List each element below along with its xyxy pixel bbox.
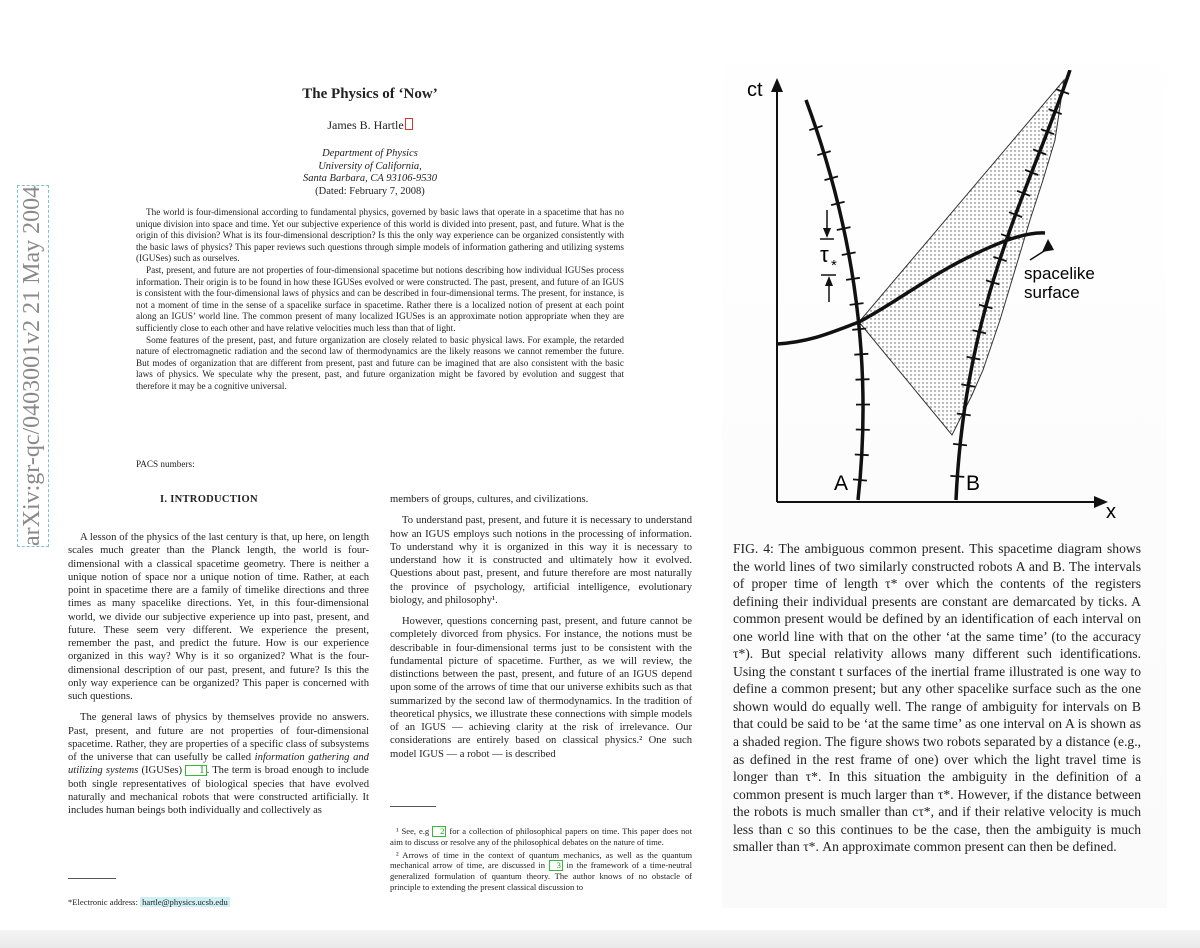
figure-caption: [733, 540, 1141, 856]
arxiv-identifier-stamp[interactable]: arXiv:gr-qc/0403001v2 21 May 2004: [17, 185, 49, 547]
footnote-label: *Electronic address:: [68, 897, 141, 907]
spacetime-diagram: [730, 70, 1140, 530]
proper-time-tick: [853, 479, 867, 480]
tau-symbol: τ: [820, 242, 829, 267]
body-text: The general laws of physics by themselves provide no answers. Past, present, and future are not properties of four-dimensional spacetime. Rather, they are properties of a specific class of subsystems of the universe that can usefully be called: [68, 712, 369, 763]
author-footnote-link-icon[interactable]: [405, 118, 413, 130]
section-heading-introduction: I. INTRODUCTION: [160, 494, 258, 505]
world-line-a-ticks: [809, 126, 870, 481]
body-paragraph: However, questions concerning past, present, and future cannot be completely divorced from physics. For instance, the notions must be describable in four-dimensional terms just to be consistent with the fundamental picture of spacetime. Further, as we will review, the distinctions between the past, present, and future of an IGUS depend upon some of the arrows of time that our universe exhibits such as that summarized by the second law of thermodynamics. In the tradition of theoretical physics, we illustrate these connections with simple models of an IGUS — achieving clarity at the risk of irrelevance. Our considerations are entirely based on classical physics.² One such model IGUS — a robot — is described: [390, 616, 692, 760]
spacelike-pointer-arrowhead-icon: [1042, 239, 1054, 252]
citation-link[interactable]: 3: [549, 860, 563, 871]
abstract-paragraph: The world is four-dimensional according to fundamental physics, governed by basic laws that operate in a spacetime that has no unique division into space and time. Yet our subjective experience of this world is divided into present, past, and future. What is the origin of this division? What is its four-dimensional description? Is this the only way experience can be organized consistently with the basic laws of physics? This paper reviews such questions through simple models of information gathering and utilizing systems (IGUSes) such as ourselves.: [136, 207, 624, 264]
viewer-bottom-edge: [0, 930, 1200, 948]
caption-text: FIG. 4: The ambiguous common present. This spacetime diagram shows the world lines of two similarly constructed robots A and B. The intervals of proper time of length τ* over which the contents of the registers defining their individual presents are constant are demarcated by ticks. A common present would be defined by an identification of each interval on one world line with that on the other ‘at the same time’ (to the accuracy τ*). But special relativity allows many different such identifications. Using the constant t surfaces of the inertial frame illustrated is one way to define a common present; but any other spacelike surface such as the one shown would do equally well. The range of ambiguity for intervals on B that could be said to be ‘at the same time’ as one interval on A is shown as a shaded region. The figure shows two robots separated by a distance (e.g., as defined in the rest frame of one) over which the light travel time is longer than τ*. In this situation the ambiguity in the definition of a common present is much larger than τ*. However, if the distance between the robots is much smaller than cτ*, and if their relative velocity is much less than c so this continues to be the case, then the ambiguity is much smaller than τ*. An approximate common present can then be defined.: [733, 541, 1141, 855]
proper-time-tick: [842, 252, 856, 255]
body-paragraph: A lesson of the physics of the last century is that, up here, on length scales much greater than the Planck length, the world is four-dimensional with a classical spacetime geometry. There is neither a unique notion of space nor a unique notion of time. Rather, at each point in spacetime there are a family of timelike directions and three times as many spacelike directions. Yet, in this four-dimensional world, we divide our subjective experience up into past, present, and future. These seem very different. We experience the present, remember the past, and predict the future. How is our experience organized in this way? Why is it so organized? What is the four-dimensional description of our past, present, and future? Is this the only way experience can be organized? This paper is concerned with such questions.: [68, 532, 369, 702]
paper-title: The Physics of ‘Now’: [302, 86, 438, 102]
footnote-email: [68, 897, 230, 907]
spacelike-label-line2: surface: [1024, 283, 1080, 302]
x-axis-label: x: [1106, 501, 1116, 523]
world-line-a-label: A: [834, 472, 849, 495]
tau-subscript: *: [831, 257, 837, 274]
proper-time-tick: [846, 278, 860, 280]
body-paragraph: [68, 711, 369, 817]
body-paragraph: members of groups, cultures, and civilizations.: [390, 494, 589, 505]
footnote-2: [390, 850, 692, 892]
footnote-text: in the framework of a time-neutral generalized formulation of quantum theory. The author knows of no obstacle of principle to extending the present classical discussion to: [390, 860, 692, 892]
affiliation-block: [220, 148, 520, 198]
proper-time-tick: [855, 455, 869, 456]
footnote-text: ² Arrows of time in the context of quantum mechanics, as well as the quantum mechanical arrow of time, are discussed in: [390, 850, 692, 871]
proper-time-tick: [950, 476, 964, 477]
abstract-paragraph: Past, present, and future are not properties of four-dimensional spacetime but notions describing how individual IGUSes process information. Their origin is to be found in how these IGUSes evolved or were constructed. The past, present, and future of an IGUS is consistent with the four-dimensional laws of physics and can be described in four-dimensional terms. The present, for instance, is not a moment of time in the sense of a spacelike surface in spacetime. Rather there is a localized notion of present at each point along an IGUS’ world line. The common present of many localized IGUSes is an approximate notion appropriate when they are sufficiently close to each other and have relative velocities much less than that of light.: [136, 264, 624, 333]
pacs-numbers: PACS numbers:: [136, 459, 195, 469]
body-column-left: [68, 531, 369, 817]
proper-time-tick: [856, 379, 870, 380]
citation-link[interactable]: 2: [432, 826, 446, 837]
affiliation-university: University of California,: [318, 160, 422, 172]
tau-arrowhead-down-icon: [823, 228, 831, 238]
footnote-divider: [68, 878, 116, 879]
affiliation-address: Santa Barbara, CA 93106-9530: [303, 173, 437, 184]
email-link[interactable]: hartle@physics.ucsb.edu: [142, 897, 228, 907]
footnote-1: [390, 826, 692, 847]
proper-time-tick: [953, 444, 967, 446]
abstract-paragraph: Some features of the present, past, and future organization are closely related to basic physical laws. For example, the retarded nature of electromagnetic radiation and the second law of thermodynamics are the likely reasons we cannot remember the future. But modes of organization that are different from present, past and future can be imagined that are also consistent with the basic laws of physics. We speculate why the present, past, and future organization might be favored by evolution and suggest that therefore it may be a cognitive universal.: [136, 334, 624, 391]
paper-date: (Dated: February 7, 2008): [315, 185, 425, 197]
paper-author: [220, 118, 520, 133]
citation-link[interactable]: 1: [185, 765, 206, 776]
abstract: [136, 207, 624, 393]
proper-time-tick: [852, 329, 866, 330]
proper-time-tick: [850, 303, 864, 305]
footnotes: [390, 826, 692, 895]
world-line-a: [806, 100, 863, 500]
author-name: James B. Hartle: [327, 118, 404, 132]
emphasis-text: information gathering and utilizing systems: [68, 752, 369, 777]
affiliation-department: Department of Physics: [322, 148, 418, 159]
body-text: (IGUSes): [138, 765, 186, 777]
body-column-right: [390, 493, 692, 761]
spacelike-label-line1: spacelike: [1024, 264, 1095, 283]
footnote-text: ¹ See, e.g: [396, 826, 433, 836]
ct-axis-arrowhead-icon: [771, 78, 783, 92]
footnote-divider: [390, 806, 436, 807]
body-paragraph: To understand past, present, and future it is necessary to understand how an IGUS employs such notions in the processing of information. To understand why it is organized in this way it is necessary to understand how it is constructed and ultimately how it evolved. Questions about past, present, and future therefore are most naturally the province of psychology, artificial intelligence, evolutionary biology, and philosophy¹.: [390, 515, 692, 606]
ct-axis-label: ct: [747, 79, 763, 101]
proper-time-tick: [854, 354, 868, 355]
footnote-text: for a collection of philosophical papers on time. This paper does not aim to discuss or resolve any of the philosophical debates on the nature of time.: [390, 826, 692, 847]
body-text: . The term is broad enough to include both single representatives of biological species that have evolved naturally and mechanical robots that were constructed artificially. It includes human beings both individually and collectively as: [68, 765, 369, 816]
world-line-b-label: B: [966, 472, 981, 495]
